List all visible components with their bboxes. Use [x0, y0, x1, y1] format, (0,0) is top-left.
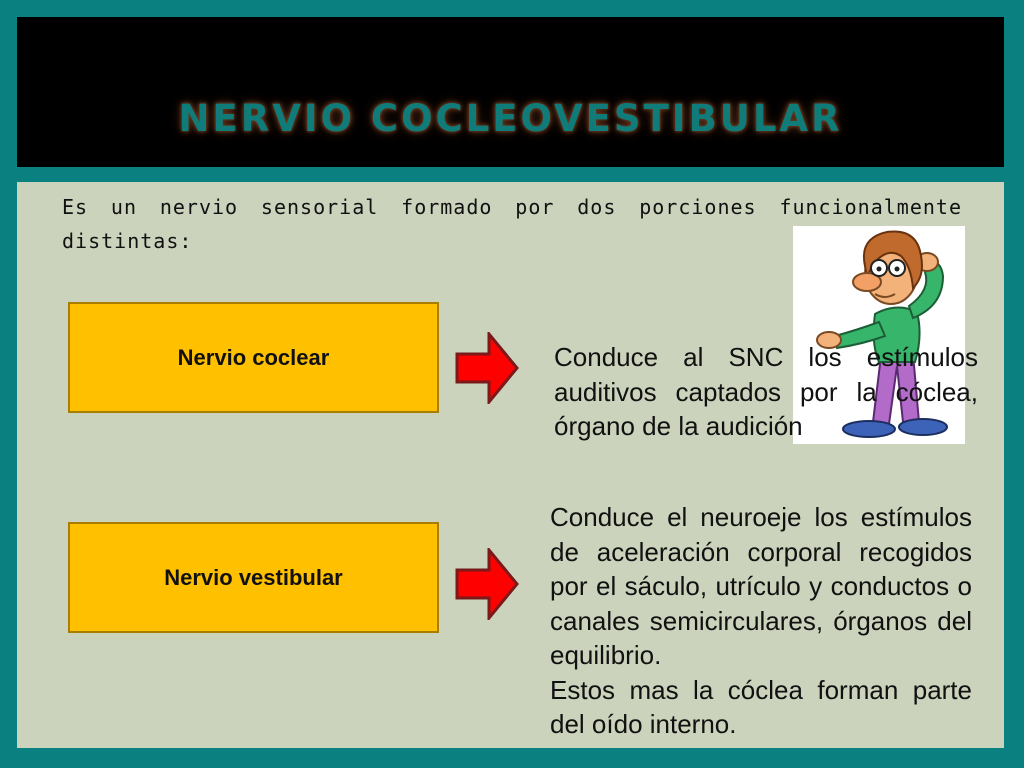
- nervio-coclear-box: [68, 302, 439, 413]
- slide-title: NERVIO COCLEOVESTIBULAR: [178, 97, 843, 140]
- right-arrow-icon: [455, 548, 519, 620]
- content-panel: [17, 182, 1004, 748]
- intro-text: Es un nervio sensorial formado por dos porciones funcionalmente distintas:: [62, 195, 962, 253]
- nervio-coclear-label: Nervio coclear: [177, 344, 330, 370]
- title-band: [17, 17, 1004, 167]
- right-arrow-icon: [455, 332, 519, 404]
- coclear-description: Conduce al SNC los estímulos auditivos captados por la cóclea, órgano de la audición: [554, 342, 978, 441]
- vestibular-note-text: Estos mas la cóclea forman parte del oído interno.: [550, 674, 972, 739]
- nervio-vestibular-label: Nervio vestibular: [164, 564, 343, 590]
- vestibular-description-text: Conduce el neuroeje los estímulos de aceleración corporal recogidos por el sáculo, utrículo y conductos o canales semicirculares, órganos del equilibrio.: [550, 502, 972, 670]
- vestibular-description: [550, 500, 972, 742]
- nervio-vestibular-box: [68, 522, 439, 633]
